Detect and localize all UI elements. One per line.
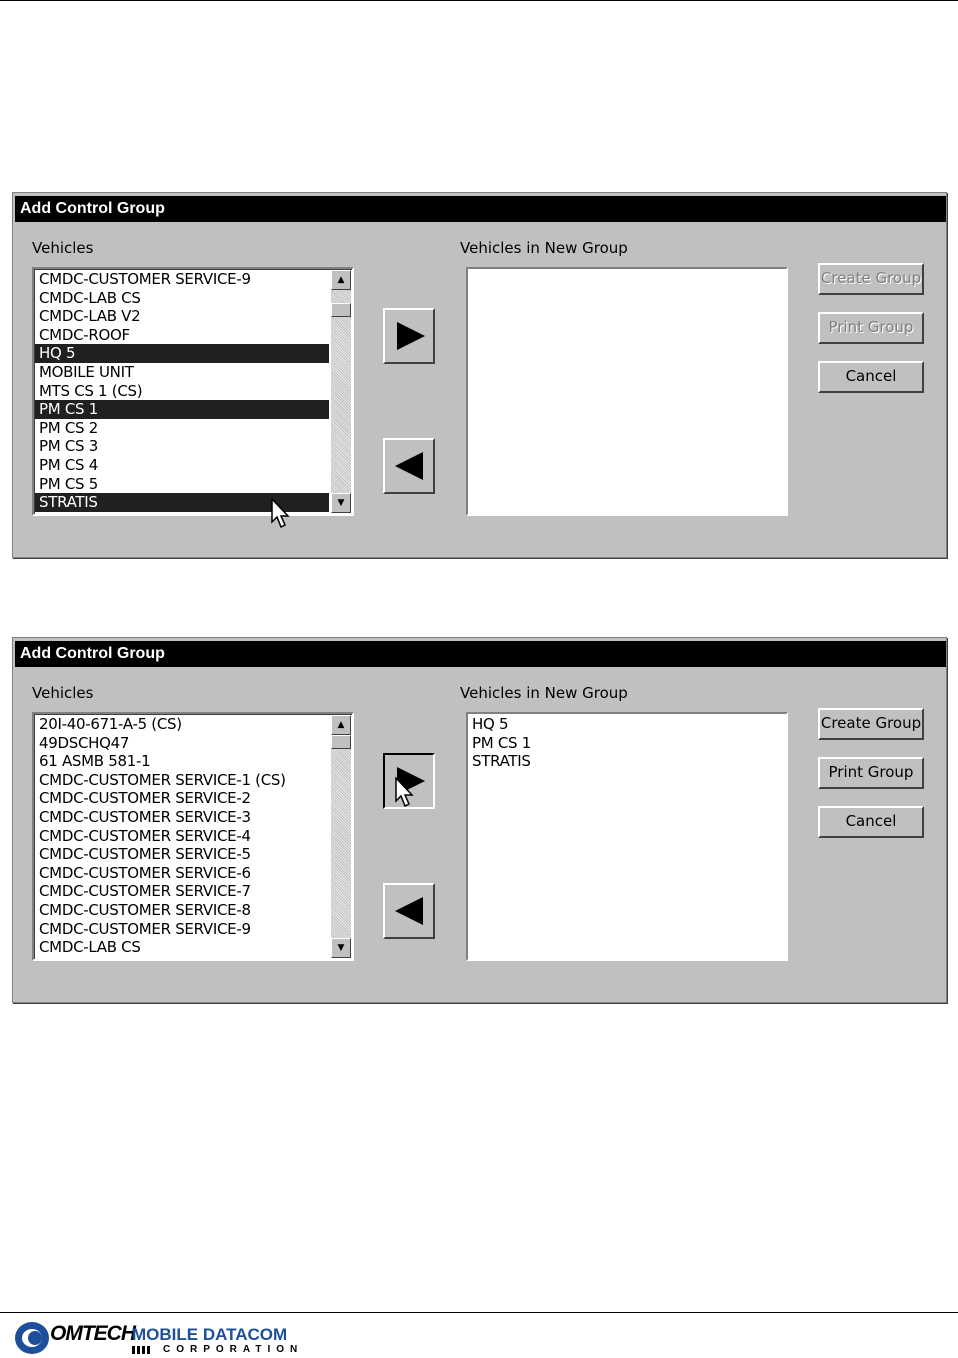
- list-item[interactable]: CMDC-CUSTOMER SERVICE-3: [39, 807, 251, 826]
- print-group-button[interactable]: Print Group: [818, 312, 924, 344]
- new-group-list: [470, 715, 764, 771]
- list-item[interactable]: PM CS 1: [35, 400, 329, 419]
- list-item[interactable]: CMDC-CUSTOMER SERVICE-9: [39, 919, 251, 938]
- remove-from-group-button[interactable]: [383, 438, 435, 494]
- list-item[interactable]: PM CS 5: [39, 474, 98, 493]
- list-item[interactable]: CMDC-CUSTOMER SERVICE-6: [39, 863, 251, 882]
- list-item[interactable]: CMDC-CUSTOMER SERVICE-8: [39, 900, 251, 919]
- scroll-down-button[interactable]: ▼: [331, 938, 351, 958]
- add-control-group-dialog-after: [12, 637, 947, 1003]
- add-to-group-button[interactable]: [383, 753, 435, 809]
- dialog-title: Add Control Group: [15, 196, 946, 222]
- list-item[interactable]: HQ 5: [35, 344, 329, 363]
- left-arrow-icon: [395, 897, 423, 925]
- new-group-label: Vehicles in New Group: [460, 239, 628, 257]
- mouse-pointer-icon: [395, 777, 415, 809]
- list-item[interactable]: CMDC-LAB CS: [39, 938, 141, 957]
- list-item[interactable]: PM CS 3: [39, 437, 98, 456]
- new-group-label: Vehicles in New Group: [460, 684, 628, 702]
- new-group-listbox[interactable]: [466, 267, 788, 516]
- scroll-up-button[interactable]: ▲: [331, 270, 351, 290]
- top-rule: [0, 0, 958, 1]
- cancel-button[interactable]: Cancel: [818, 361, 924, 393]
- right-arrow-icon: [397, 322, 425, 350]
- list-item[interactable]: STRATIS: [472, 752, 531, 771]
- add-control-group-dialog-before: [12, 192, 947, 558]
- remove-from-group-button[interactable]: [383, 883, 435, 939]
- scroll-thumb[interactable]: [331, 303, 351, 317]
- vehicles-list: [35, 270, 329, 512]
- list-item[interactable]: HQ 5: [472, 715, 509, 733]
- list-item[interactable]: CMDC-CUSTOMER SERVICE-7: [39, 882, 251, 901]
- scroll-thumb[interactable]: [331, 735, 351, 749]
- logo-corporation: CORPORATION: [163, 1344, 304, 1355]
- list-item[interactable]: 61 ASMB 581-1: [39, 752, 151, 771]
- create-group-button[interactable]: Create Group: [818, 708, 924, 740]
- list-item[interactable]: CMDC-LAB CS: [39, 288, 141, 307]
- vehicles-listbox[interactable]: [32, 267, 354, 516]
- create-group-button[interactable]: Create Group: [818, 263, 924, 295]
- vehicles-label: Vehicles: [32, 684, 94, 702]
- list-item[interactable]: CMDC-CUSTOMER SERVICE-5: [39, 845, 251, 864]
- vehicles-scrollbar[interactable]: [331, 715, 351, 958]
- list-item[interactable]: PM CS 2: [39, 418, 98, 437]
- new-group-listbox[interactable]: [466, 712, 788, 961]
- list-item[interactable]: CMDC-ROOF: [39, 325, 130, 344]
- vehicles-label: Vehicles: [32, 239, 94, 257]
- logo-division: MOBILE DATACOM: [132, 1325, 288, 1344]
- logo-wordmark: OMTECH: [50, 1322, 135, 1345]
- vehicles-list: [35, 715, 329, 957]
- list-item[interactable]: CMDC-CUSTOMER SERVICE-1 (CS): [39, 770, 286, 789]
- list-item[interactable]: PM CS 1: [472, 733, 531, 752]
- dialog-title: Add Control Group: [15, 641, 946, 667]
- footer-rule: [0, 1312, 958, 1313]
- list-item[interactable]: PM CS 4: [39, 455, 98, 474]
- print-group-button[interactable]: Print Group: [818, 757, 924, 789]
- list-item[interactable]: MOBILE UNIT: [39, 362, 134, 381]
- list-item[interactable]: 20I-40-671-A-5 (CS): [39, 715, 182, 733]
- mouse-pointer-icon: [271, 498, 291, 530]
- scroll-up-button[interactable]: ▲: [331, 715, 351, 735]
- list-item[interactable]: 49DSCHQ47: [39, 733, 130, 752]
- left-arrow-icon: [395, 452, 423, 480]
- vehicles-listbox[interactable]: [32, 712, 354, 961]
- list-item[interactable]: CMDC-CUSTOMER SERVICE-9: [39, 270, 251, 288]
- list-item[interactable]: CMDC-LAB V2: [39, 307, 141, 326]
- list-item[interactable]: CMDC-CUSTOMER SERVICE-4: [39, 826, 251, 845]
- list-item[interactable]: CMDC-CUSTOMER SERVICE-2: [39, 789, 251, 808]
- scroll-down-button[interactable]: ▼: [331, 493, 351, 513]
- list-item[interactable]: MTS CS 1 (CS): [39, 381, 143, 400]
- cancel-button[interactable]: Cancel: [818, 806, 924, 838]
- vehicles-scrollbar[interactable]: [331, 270, 351, 513]
- add-to-group-button[interactable]: [383, 308, 435, 364]
- list-item[interactable]: STRATIS: [35, 493, 329, 512]
